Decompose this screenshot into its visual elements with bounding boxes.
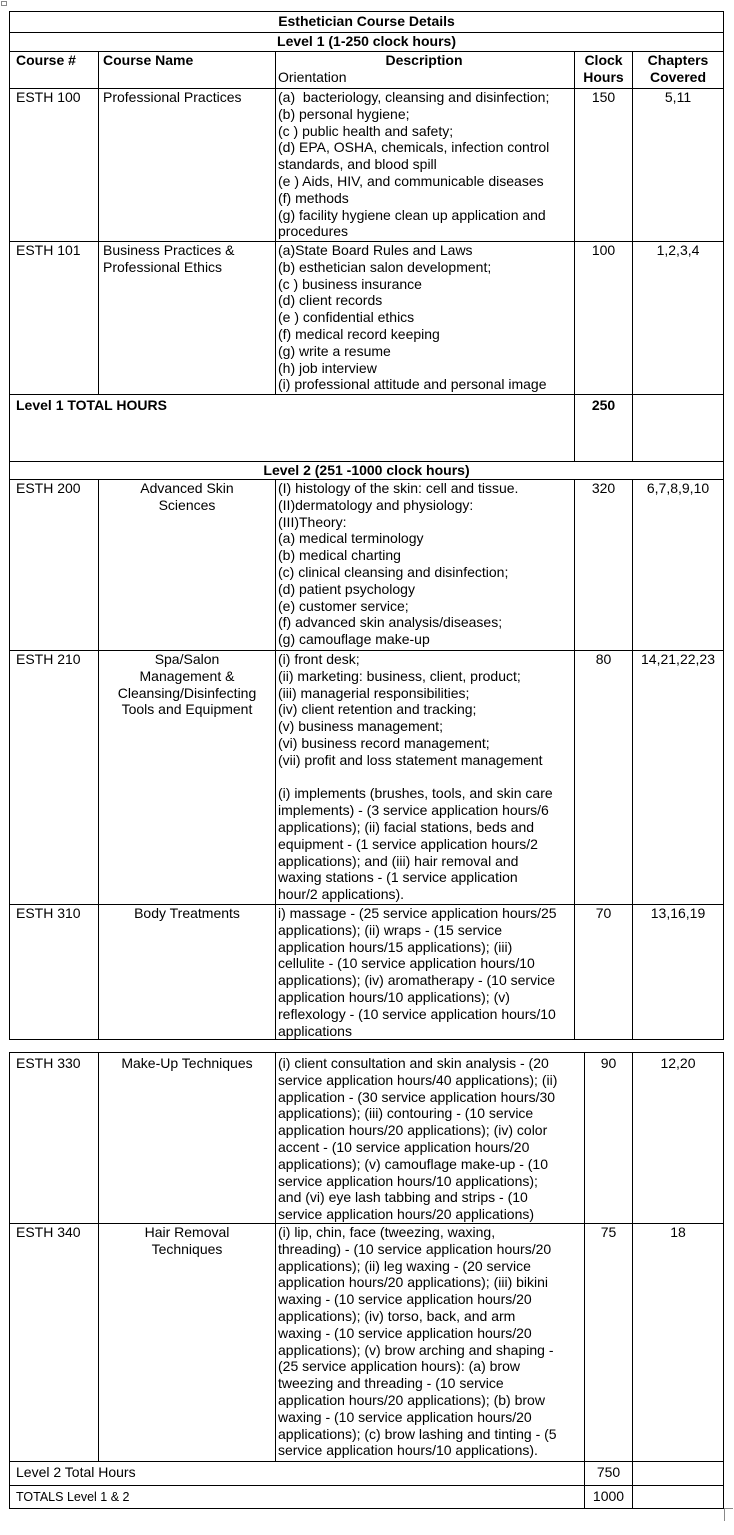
table-row — [10, 89, 724, 242]
description-line: (i) client consultation and skin analysis - (20 — [278, 1055, 549, 1071]
description-line: application hours/20 applications); (iv) color — [278, 1122, 548, 1139]
grand-total-hours: 1000 — [585, 1485, 633, 1508]
table-row — [10, 651, 724, 905]
chapters-covered: 13,16,19 — [633, 905, 724, 1040]
description-line: hour/2 applications). — [278, 886, 405, 903]
level2-total-row — [10, 1461, 724, 1485]
description-line: (a) bacteriology, cleansing and disinfection; — [278, 89, 550, 105]
col-course-name: Course Name — [99, 52, 276, 89]
description-line: (b) personal hygiene; — [278, 105, 410, 122]
course-name — [99, 480, 276, 651]
description-line: (I) histology of the skin: cell and tissue. — [278, 480, 519, 496]
clock-hours: 80 — [575, 651, 633, 905]
clock-hours: 75 — [585, 1223, 633, 1461]
description-line: (e ) confidential ethics — [278, 309, 415, 326]
table-row — [10, 905, 724, 1040]
table-row — [10, 480, 724, 651]
course-name-line: Techniques — [151, 1240, 223, 1257]
description-line: applications); (ii) leg waxing - (20 service — [278, 1257, 531, 1274]
course-number: ESTH 200 — [10, 480, 99, 651]
description-line: (III)Theory: — [278, 513, 347, 530]
course-number: ESTH 310 — [10, 905, 99, 1040]
grand-total-row — [10, 1485, 724, 1508]
level1-heading-row — [10, 33, 724, 52]
course-name: Professional Practices — [99, 89, 276, 242]
course-name-line: Hair Removal — [144, 1223, 230, 1240]
course-name — [99, 242, 276, 395]
description-line: applications); (ii) facial stations, beds and — [278, 818, 535, 835]
description-line: (g) facility hygiene clean up application and — [278, 206, 546, 223]
description-line: (e) customer service; — [278, 597, 409, 614]
description-line: service application hours/10 applications). — [278, 1442, 538, 1459]
clock-hours: 90 — [585, 1053, 633, 1224]
description-line: application hours/15 applications); (iii) — [278, 938, 513, 955]
description-line: (i) professional attitude and personal image — [278, 376, 547, 393]
description-line: (v) business management; — [278, 718, 443, 735]
course-name-line: Cleansing/Disinfecting — [117, 684, 257, 701]
description-line: application - (30 service application hours/30 — [278, 1088, 556, 1105]
clock-hours: 320 — [575, 480, 633, 651]
orientation-label: Orientation — [278, 68, 347, 85]
grand-total-chapters — [633, 1485, 724, 1508]
course-name-line: Tools and Equipment — [121, 701, 253, 718]
level1-total-chapters — [633, 395, 724, 462]
course-description — [276, 89, 575, 242]
course-table-page-1 — [9, 11, 724, 1040]
description-blank-line — [278, 769, 570, 786]
chapters-covered: 18 — [633, 1223, 724, 1461]
column-header-row — [10, 52, 724, 89]
description-line: application hours/20 applications); (iii) bikini — [278, 1274, 549, 1291]
description-line: reflexology - (10 service application hours/10 — [278, 1005, 556, 1022]
description-line: (iv) client retention and tracking; — [278, 701, 477, 718]
clock-hours: 70 — [575, 905, 633, 1040]
course-number: ESTH 210 — [10, 651, 99, 905]
level2-heading: Level 2 (251 -1000 clock hours) — [10, 462, 724, 480]
description-line: service application hours/10 applications); — [278, 1172, 538, 1189]
course-name-line: Spa/Salon — [154, 651, 220, 667]
description-line: (c ) public health and safety; — [278, 122, 454, 139]
course-name — [99, 651, 276, 905]
table-title: Esthetician Course Details — [10, 12, 724, 33]
course-name-line: Sciences — [158, 496, 216, 513]
description-line: i) massage - (25 service application hours/25 — [278, 905, 557, 921]
description-line: (II)dermatology and physiology: — [278, 496, 474, 513]
grand-total-label: TOTALS Level 1 & 2 — [10, 1485, 585, 1508]
course-number: ESTH 101 — [10, 242, 99, 395]
course-name: Body Treatments — [99, 905, 276, 1040]
description-line: applications); (ii) wraps - (15 service — [278, 921, 503, 938]
description-line: application hours/20 applications); (b) brow — [278, 1391, 545, 1408]
description-line: (b) esthetician salon development; — [278, 258, 492, 275]
description-line: (ii) marketing: business, client, product; — [278, 667, 521, 684]
course-name-line: Professional Ethics — [103, 258, 223, 275]
table-anchor-icon — [0, 0, 8, 7]
description-line: (25 service application hours): (a) brow — [278, 1358, 520, 1375]
description-line: (c) clinical cleansing and disinfection; — [278, 563, 509, 580]
description-line: waxing - (10 service application hours/20 — [278, 1291, 532, 1308]
col-clock-hours — [575, 52, 633, 89]
course-number: ESTH 330 — [10, 1053, 99, 1224]
description-line: (h) job interview — [278, 359, 377, 376]
description-line: (b) medical charting — [278, 547, 401, 564]
chapters-covered: 14,21,22,23 — [633, 651, 724, 905]
col-clock-hours-line2: Hours — [583, 68, 624, 85]
course-description — [276, 1223, 585, 1461]
course-description — [276, 480, 575, 651]
course-name-line: Management & — [139, 667, 235, 684]
description-line: application hours/10 applications); (v) — [278, 988, 510, 1005]
description-line: (i) lip, chin, face (tweezing, waxing, — [278, 1223, 496, 1240]
description-line: (i) front desk; — [278, 651, 360, 667]
col-chapters-line2: Covered — [649, 68, 707, 85]
clock-hours: 100 — [575, 242, 633, 395]
description-line: waxing - (10 service application hours/20 — [278, 1408, 532, 1425]
col-description-label: Description — [385, 52, 463, 68]
description-line: service application hours/40 applications); (ii) — [278, 1071, 558, 1088]
level2-total-label: Level 2 Total Hours — [10, 1461, 585, 1485]
chapters-covered: 5,11 — [633, 89, 724, 242]
course-description — [276, 242, 575, 395]
course-number: ESTH 100 — [10, 89, 99, 242]
course-name: Make-Up Techniques — [99, 1053, 276, 1224]
description-line: threading) - (10 service application hours/20 — [278, 1240, 552, 1257]
level2-heading-row — [10, 462, 724, 480]
description-line: (c ) business insurance — [278, 275, 422, 292]
level1-total-hours: 250 — [575, 395, 633, 462]
description-line: (f) advanced skin analysis/diseases; — [278, 614, 503, 631]
course-name-line: Advanced Skin — [140, 480, 234, 496]
description-line: waxing - (10 service application hours/20 — [278, 1324, 532, 1341]
level2-total-chapters — [633, 1461, 724, 1485]
description-line: (e ) Aids, HIV, and communicable diseases — [278, 172, 544, 189]
description-line: cellulite - (10 service application hours/10 — [278, 955, 535, 972]
description-line: (d) client records — [278, 292, 383, 309]
description-line: (i) implements (brushes, tools, and skin care — [278, 785, 553, 802]
description-line: equipment - (1 service application hours/2 — [278, 835, 538, 852]
table-row — [10, 1223, 724, 1461]
description-line: applications — [278, 1022, 352, 1039]
table-end-marker-icon — [724, 1508, 733, 1521]
level1-heading: Level 1 (1-250 clock hours) — [10, 33, 724, 52]
level1-total-row — [10, 395, 724, 462]
description-line: applications); (v) camouflage make-up - (10 — [278, 1155, 549, 1172]
table-row — [10, 242, 724, 395]
level1-total-label: Level 1 TOTAL HOURS — [10, 395, 575, 462]
description-line: applications); (v) brow arching and shaping - — [278, 1341, 554, 1358]
chapters-covered: 1,2,3,4 — [633, 242, 724, 395]
course-table-page-2 — [9, 1052, 724, 1509]
description-line: (g) camouflage make-up — [278, 631, 430, 648]
description-line: (vi) business record management; — [278, 734, 490, 751]
description-line: (a) medical terminology — [278, 530, 424, 547]
course-description — [276, 905, 575, 1040]
description-line: implements) - (3 service application hours/6 — [278, 802, 549, 819]
description-line: procedures — [278, 223, 349, 240]
description-line: (vii) profit and loss statement management — [278, 751, 543, 768]
description-line: (iii) managerial responsibilities; — [278, 684, 470, 701]
title-row — [10, 12, 724, 33]
course-name-line: Business Practices & — [103, 242, 235, 258]
description-line: standards, and blood spill — [278, 156, 437, 173]
description-line: (d) patient psychology — [278, 580, 415, 597]
col-clock-hours-line1: Clock — [584, 52, 623, 68]
table-row — [10, 1053, 724, 1224]
col-chapters-line1: Chapters — [647, 52, 709, 68]
description-line: tweezing and threading - (10 service — [278, 1375, 504, 1392]
course-description — [276, 1053, 585, 1224]
course-name — [99, 1223, 276, 1461]
clock-hours: 150 — [575, 89, 633, 242]
col-description — [276, 52, 575, 89]
description-line: (f) medical record keeping — [278, 325, 440, 342]
course-description — [276, 651, 575, 905]
description-line: (f) methods — [278, 189, 349, 206]
description-line: service application hours/20 applications) — [278, 1206, 535, 1223]
description-line: applications); and (iii) hair removal and — [278, 852, 519, 869]
description-line: (g) write a resume — [278, 342, 391, 359]
description-line: and (vi) eye lash tabbing and strips - (10 — [278, 1189, 528, 1206]
chapters-covered: 12,20 — [633, 1053, 724, 1224]
description-line: applications); (iv) torso, back, and arm — [278, 1307, 516, 1324]
level2-total-hours: 750 — [585, 1461, 633, 1485]
description-line: (a)State Board Rules and Laws — [278, 242, 473, 258]
col-course-num: Course # — [10, 52, 99, 89]
course-number: ESTH 340 — [10, 1223, 99, 1461]
col-chapters — [633, 52, 724, 89]
description-line: (d) EPA, OSHA, chemicals, infection control — [278, 139, 550, 156]
description-line: waxing stations - (1 service application — [278, 869, 518, 886]
description-line: accent - (10 service application hours/20 — [278, 1138, 530, 1155]
description-line: applications); (iii) contouring - (10 service — [278, 1105, 534, 1122]
description-line: applications); (iv) aromatherapy - (10 service — [278, 972, 555, 989]
chapters-covered: 6,7,8,9,10 — [633, 480, 724, 651]
description-line: applications); (c) brow lashing and tinting - (5 — [278, 1425, 557, 1442]
